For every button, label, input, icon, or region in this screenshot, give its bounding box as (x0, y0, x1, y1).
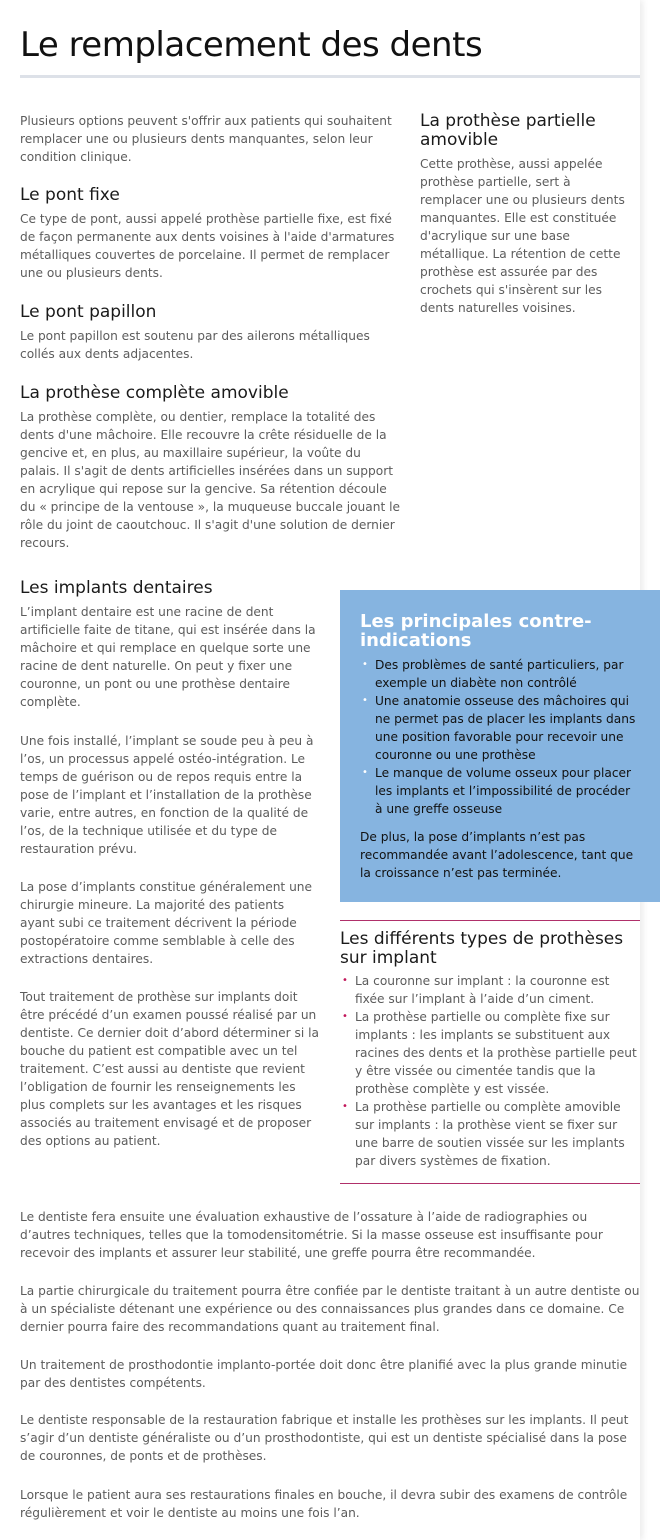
list-item: • Le manque de volume osseux pour placer les implants et l’impossibilité de procéder à une greffe osseuse (360, 764, 640, 818)
list-item: • La prothèse partielle ou complète fixe sur implants : les implants se substituent aux racines des dents et la prothèse partielle peut y être vissée ou cimentée tandis que la prothèse complète y est vissée. (340, 1008, 640, 1098)
paragraph-bottom-4: Le dentiste responsable de la restauration fabrique et installe les prothèses sur les implants. Il peut s’agir d’un dentiste généraliste ou d’un prosthodontiste, qui est un dentiste spécialisé dans la pose de couronnes, de ponts et de prothèses. (20, 1413, 629, 1463)
list-item: • La couronne sur implant : la couronne est fixée sur l’implant à l’aide d’un ciment. (340, 972, 640, 1008)
types-prostheses-box (340, 920, 640, 1184)
paragraph-prothese-partielle: Cette prothèse, aussi appelée prothèse partielle, sert à remplacer une ou plusieurs dents manquantes. Elle est constituée d'acrylique sur une base métallique. La rétention de cette prothèse est assurée par des crochets qui s'insèrent sur les dents naturelles voisines. (420, 157, 625, 315)
paragraph-pont-papillon: Le pont papillon est soutenu par des ailerons métalliques collés aux dents adjacentes. (20, 329, 370, 361)
paragraph-implants-3: La pose d’implants constitue généralement une chirurgie mineure. La majorité des patients ayant subi ce traitement décrivent la période postopératoire comme semblable à celle des extractions dentaires. (20, 880, 313, 966)
paragraph-bottom-3: Un traitement de prosthodontie implanto-portée doit donc être planifié avec la plus grande minutie par des dentistes compétents. (20, 1358, 628, 1390)
paragraph-implants-4: Tout traitement de prothèse sur implants doit être précédé d’un examen poussé réalisé par un dentiste. Ce dernier doit d’abord déterminer si la bouche du patient est compatible avec un tel traitement. C’est aussi au dentiste que revient l’obligation de fournir les renseignements les plus complets sur les avantages et les risques associés au traitement envisagé et de proposer des options au patient. (20, 990, 319, 1148)
heading-prothese-partielle: La prothèse partielle amovible (420, 111, 596, 150)
paragraph-bottom-5: Lorsque le patient aura ses restaurations finales en bouche, il devra subir des examens de contrôle régulièrement et voir le dentiste au moins une fois l’an. (20, 1488, 628, 1520)
paragraph-implants-1: L’implant dentaire est une racine de dent artificielle faite de titane, qui est insérée dans la mâchoire et qui remplace en quelque sorte une racine de dent naturelle. On peut y fixer une couronne, un pont ou une prothèse dentaire complète. (20, 605, 316, 709)
paragraph-implants-2: Une fois installé, l’implant se soude peu à peu à l’os, un processus appelé ostéo-intégration. Le temps de guérison ou de repos requis entre la pose de l’implant et l’installation de la prothèse varie, entre autres, en fonction de la qualité de l’os, de la technique utilisée et du type de restauration prévu. (20, 734, 314, 856)
heading-prothese-complete: La prothèse complète amovible (20, 383, 289, 403)
paragraph-pont-fixe: Ce type de pont, aussi appelé prothèse partielle fixe, est fixé de façon permanente aux dents voisines à l'aide d'armatures métalliques couvertes de porcelaine. Il permet de remplacer une ou plusieurs dents. (20, 212, 395, 280)
heading-implants: Les implants dentaires (20, 578, 213, 598)
intro-paragraph: Plusieurs options peuvent s'offrir aux patients qui souhaitent remplacer une ou plusieurs dents manquantes, selon leur condition clinique. (20, 114, 392, 164)
paragraph-bottom-1: Le dentiste fera ensuite une évaluation exhaustive de l’ossature à l’aide de radiographies ou d’autres techniques, telles que la tomodensitométrie. Si la masse osseuse est insuffisante pour recevoir des implants et assurer leur stabilité, une greffe pourra être recommandée. (20, 1210, 603, 1260)
list-item: • Une anatomie osseuse des mâchoires qui ne permet pas de placer les implants dans une position favorable pour recevoir une couronne ou une prothèse (360, 692, 640, 764)
contre-indications-note: De plus, la pose d’implants n’est pas recommandée avant l’adolescence, tant que la croissance n’est pas terminée. (360, 830, 634, 880)
paragraph-bottom-2: La partie chirurgicale du traitement pourra être confiée par le dentiste traitant à un autre dentiste ou à un spécialiste détenant une expérience ou des connaissances plus grandes dans ce domaine. Ce dernier pourra faire des recommandations quant au traitement final. (20, 1284, 640, 1334)
contre-indications-heading: Les principales contre-indications (360, 611, 592, 651)
title-divider (20, 75, 640, 78)
contre-indications-list (360, 656, 640, 818)
paragraph-prothese-complete: La prothèse complète, ou dentier, remplace la totalité des dents d'une mâchoire. Elle recouvre la crête résiduelle de la gencive et, en plus, au maxillaire supérieur, la voûte du palais. Il s'agit de dents artificielles insérées dans un support en acrylique qui repose sur la gencive. Sa rétention découle du « principe de la ventouse », la muqueuse buccale jouant le rôle du joint de caoutchouc. Il s'agit d'une solution de dernier recours. (20, 410, 400, 550)
list-item: • Des problèmes de santé particuliers, par exemple un diabète non contrôlé (360, 656, 640, 692)
list-item: • La prothèse partielle ou complète amovible sur implants : la prothèse vient se fixer sur une barre de soutien vissée sur les implants par divers systèmes de fixation. (340, 1098, 640, 1170)
page-title: Le remplacement des dents (20, 25, 483, 65)
heading-pont-fixe: Le pont fixe (20, 185, 120, 205)
contre-indications-box (340, 590, 660, 902)
types-heading: Les différents types de prothèses sur implant (340, 929, 624, 968)
types-list (340, 972, 640, 1170)
heading-pont-papillon: Le pont papillon (20, 302, 157, 322)
